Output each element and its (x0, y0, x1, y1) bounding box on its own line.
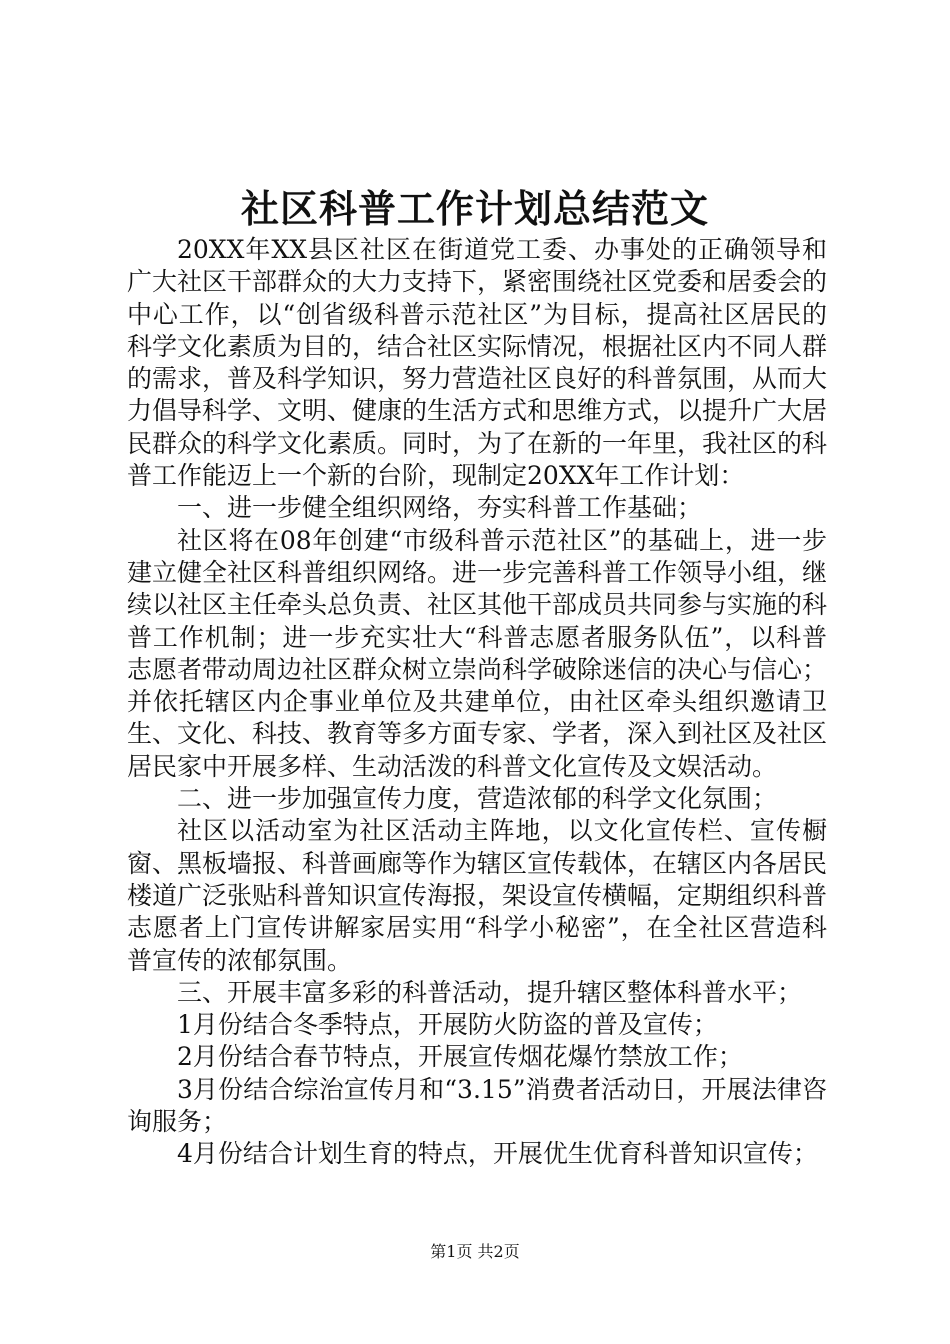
plan-item-january: 1月份结合冬季特点，开展防火防盗的普及宣传； (177, 1010, 718, 1040)
section-heading-1: 一、进一步健全组织网络，夯实科普工作基础； (177, 493, 703, 523)
section-heading-2: 二、进一步加强宣传力度，营造浓郁的科学文化氛围； (177, 784, 778, 814)
paragraph-intro: 20XX年XX县区社区在街道党工委、办事处的正确领导和广大社区干部群众的大力支持下，紧密围绕社区党委和居委会的中心工作，以“创省级科普示范社区”为目标，提高社区居民的科学文化素质为目的，结合社区实际情况，根据社区内不同人群的需求，普及科学知识，努力营造社区良好的科普氛围，从而大力倡导科学、文明、健康的生活方式和思维方式，以提升广大居民群众的科学文化素质。同时，为了在新的一年里，我社区的科普工作能迈上一个新的台阶，现制定20XX年工作计划： (127, 235, 828, 491)
plan-item-april: 4月份结合计划生育的特点，开展优生优育科普知识宣传； (177, 1139, 818, 1169)
plan-item-february: 2月份结合春节特点，开展宣传烟花爆竹禁放工作； (177, 1042, 743, 1072)
section-heading-3: 三、开展丰富多彩的科普活动，提升辖区整体科普水平； (177, 977, 803, 1007)
document-body (127, 234, 827, 1171)
page-number-footer: 第1页 共2页 (430, 1242, 520, 1261)
document-title: 社区科普工作计划总结范文 (240, 186, 709, 231)
paragraph-section-2: 社区以活动室为社区活动主阵地，以文化宣传栏、宣传橱窗、黑板墙报、科普画廊等作为辖区宣传载体，在辖区内各居民楼道广泛张贴科普知识宣传海报，架设宣传横幅，定期组织科普志愿者上门宣传讲解家居实用“科学小秘密”，在全社区营造科普宣传的浓郁氛围。 (127, 816, 828, 975)
paragraph-section-1: 社区将在08年创建“市级科普示范社区”的基础上，进一步建立健全社区科普组织网络。进一步完善科普工作领导小组，继续以社区主任牵头总负责、社区其他干部成员共同参与实施的科普工作机制；进一步充实壮大“科普志愿者服务队伍”，以科普志愿者带动周边社区群众树立崇尚科学破除迷信的决心与信心；并依托辖区内企事业单位及共建单位，由社区牵头组织邀请卫生、文化、科技、教育等多方面专家、学者，深入到社区及社区居民家中开展多样、生动活泼的科普文化宣传及文娱活动。 (127, 525, 828, 781)
plan-item-march: 3月份结合综治宣传月和“3.15”消费者活动日，开展法律咨询服务； (127, 1074, 827, 1137)
